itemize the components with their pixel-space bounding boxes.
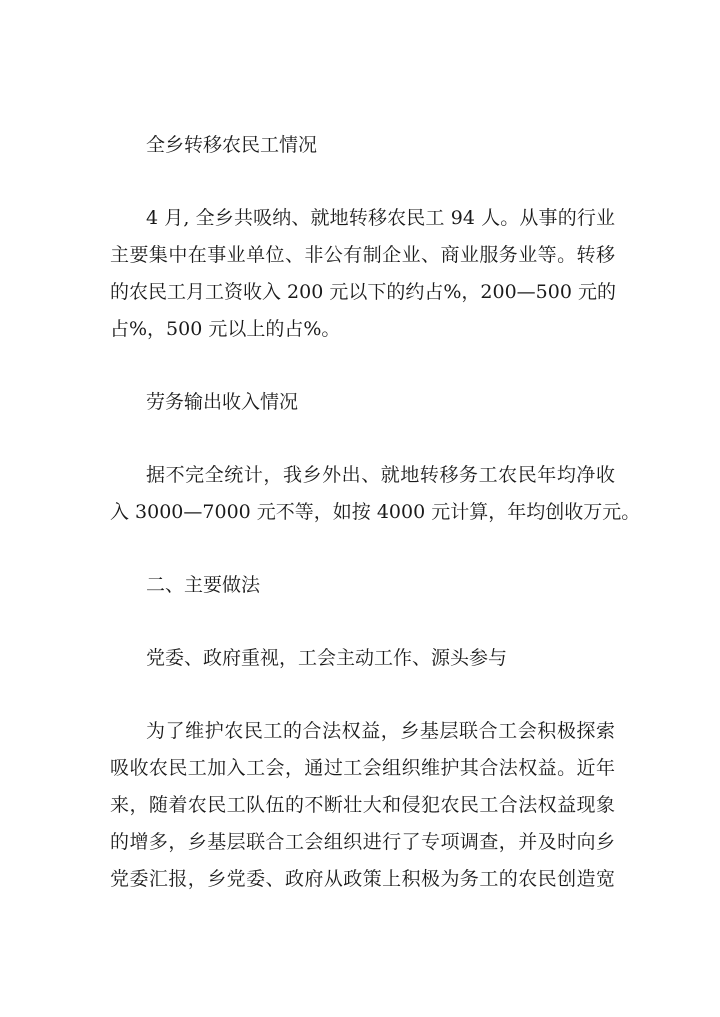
paragraph-line: 来，随着农民工队伍的不断壮大和侵犯农民工合法权益现象: [110, 794, 615, 816]
paragraph-line: 为了维护农民工的合法权益，乡基层联合工会积极探索: [146, 720, 615, 742]
paragraph-line: 占%，500 元以上的占%。: [110, 318, 341, 340]
section-heading-main-practices: 二、主要做法: [146, 574, 261, 596]
paragraph-line: 入 3000—7000 元不等，如按 4000 元计算，年均创收万元。: [110, 501, 641, 523]
paragraph-line: 吸收农民工加入工会，通过工会组织维护其合法权益。近年: [110, 757, 615, 779]
section-heading-labor-income: 劳务输出收入情况: [146, 391, 299, 413]
paragraph-line: 的农民工月工资收入 200 元以下的约占%，200—500 元的: [110, 281, 616, 303]
subsection-heading-party-government: 党委、政府重视，工会主动工作、源头参与: [146, 647, 508, 669]
paragraph-line: 主要集中在事业单位、非公有制企业、商业服务业等。转移: [110, 244, 615, 266]
section-heading-migrant-workers: 全乡转移农民工情况: [146, 134, 318, 156]
paragraph-line: 党委汇报，乡党委、政府从政策上积极为务工的农民创造宽: [110, 868, 615, 890]
paragraph-line: 4 月, 全乡共吸纳、就地转移农民工 94 人。从事的行业: [146, 207, 615, 229]
paragraph-line: 的增多，乡基层联合工会组织进行了专项调查，并及时向乡: [110, 831, 615, 853]
paragraph-line: 据不完全统计，我乡外出、就地转移务工农民年均净收: [146, 464, 615, 486]
